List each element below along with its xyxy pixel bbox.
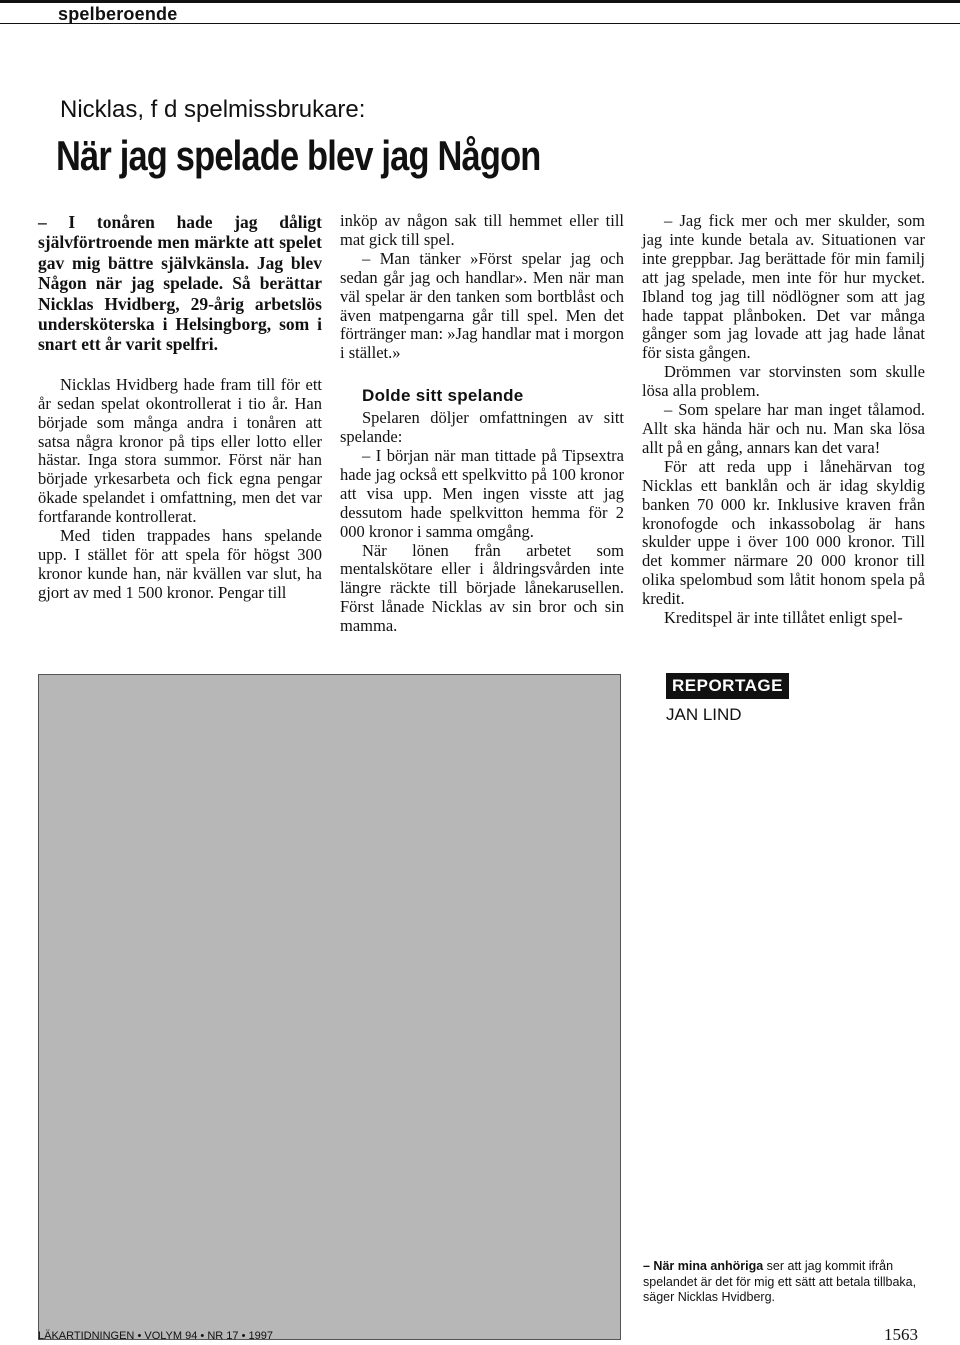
caption-lead: – När mina anhöriga [643,1259,764,1273]
paragraph-continued: inköp av någon sak till hemmet eller till mat gick till spel. [340,211,624,249]
journal-issue: NR 17 [207,1330,239,1342]
paragraph: – Som spelare har man inget tålamod. Allt ska hända här och nu. Man ska lösa allt på en gång, annars kan det vara! [642,400,925,457]
text-column-3 [642,212,925,628]
paragraph: Nicklas Hvidberg hade fram till för ett år sedan spelat okontrollerat i tio år. Han började som många andra i tonåren att satsa några kronor på tips eller lotto eller hästar. Inga stora summor. Först när han började yrkesarbeta och fick egna pengar ökade spelandet i omfattning, men det var fortfarande kontrollerat. [38,374,322,527]
journal-name: LÄKARTIDNINGEN [38,1330,135,1342]
byline: JAN LIND [666,705,742,724]
text-column-2 [340,212,624,636]
caption-text: ser att jag kommit ifrån spelandet är det för mig ett sätt att betala tillbaka, säger Nicklas Hvidberg. [643,1259,917,1304]
journal-footer [38,1330,273,1342]
photo-caption [643,1259,918,1306]
reportage-label: REPORTAGE [666,673,789,699]
journal-year: 1997 [248,1330,273,1342]
paragraph: – Man tänker »Först spelar jag och sedan går jag och handlar». Men när man väl spelar är den tanken som bortblåst och även matpengarna går till spel. Men det förtränger man: »Jag handlar mat i morgon i stället.» [340,248,624,363]
page-number: 1563 [884,1325,918,1344]
paragraph: När lönen från arbetet som mentalskötare eller i åldringsvården inte längre räckte till började lånekarusellen. Först lånade Nicklas av sin bror och sin mamma. [340,540,624,636]
footer-separator: • [241,1330,246,1342]
section-tag [0,0,960,24]
paragraph: Kreditspel är inte tillåtet enligt spel- [664,608,903,628]
journal-volume: VOLYM 94 [144,1330,198,1342]
article-lede: – I tonåren hade jag dåligt självförtroende men märkte att spelet gav mig bättre självkänsla. Jag blev Någon när jag spelade. Så berättar Nicklas Hvidberg, 29-årig arbetslös undersköterska i Helsingborg, som i snart ett år varit spelfri. [38,212,322,355]
article-headline: När jag spelade blev jag Någon [56,132,541,179]
paragraph: Drömmen var storvinsten som skulle lösa alla problem. [642,362,925,401]
paragraph: Med tiden trappades hans spelande upp. I stället för att spela för högst 300 kronor kunde han, när kvällen var slut, ha gjort av med 1 500 kronor. Pengar till [38,526,322,602]
section-label: spelberoende [58,4,178,24]
footer-separator: • [200,1330,205,1342]
paragraph: Spelaren döljer omfattningen av sitt spelande: [340,408,624,447]
subheading: Dolde sitt spelande [362,386,524,406]
paragraph: För att reda upp i lånehärvan tog Nicklas ett banklån och är idag skyldig banken 70 000 kr. Inklusive kraven från kronofogde och inkassobolag är hans skulder uppe i över 100 000 kronor. Till det kommer närmare 20 000 kronor till olika spelombud som låtit honom spela på kredit. [642,456,925,609]
article-kicker: Nicklas, f d spelmissbrukare: [60,96,366,123]
paragraph: – Jag fick mer och mer skulder, som jag inte kunde betala av. Situationen var inte greppbar. Jag berättade för min familj att jag spelade, men inte för hur mycket. Ibland tog jag till nödlögner som att jag hade tappat plånboken. Det var många gånger som jag lovade att jag hade lånat för sista gången. [642,211,925,363]
paragraph: – I början när man tittade på Tipsextra hade jag också ett spelkvitto på 100 kronor att visa upp. Men ingen visste att jag dessutom hade spelkvitton hemma för 2 000 kronor i samma omgång. [340,445,624,541]
article-photo-placeholder [38,674,621,1340]
text-column-1 [38,212,322,603]
footer-separator: • [137,1330,142,1342]
